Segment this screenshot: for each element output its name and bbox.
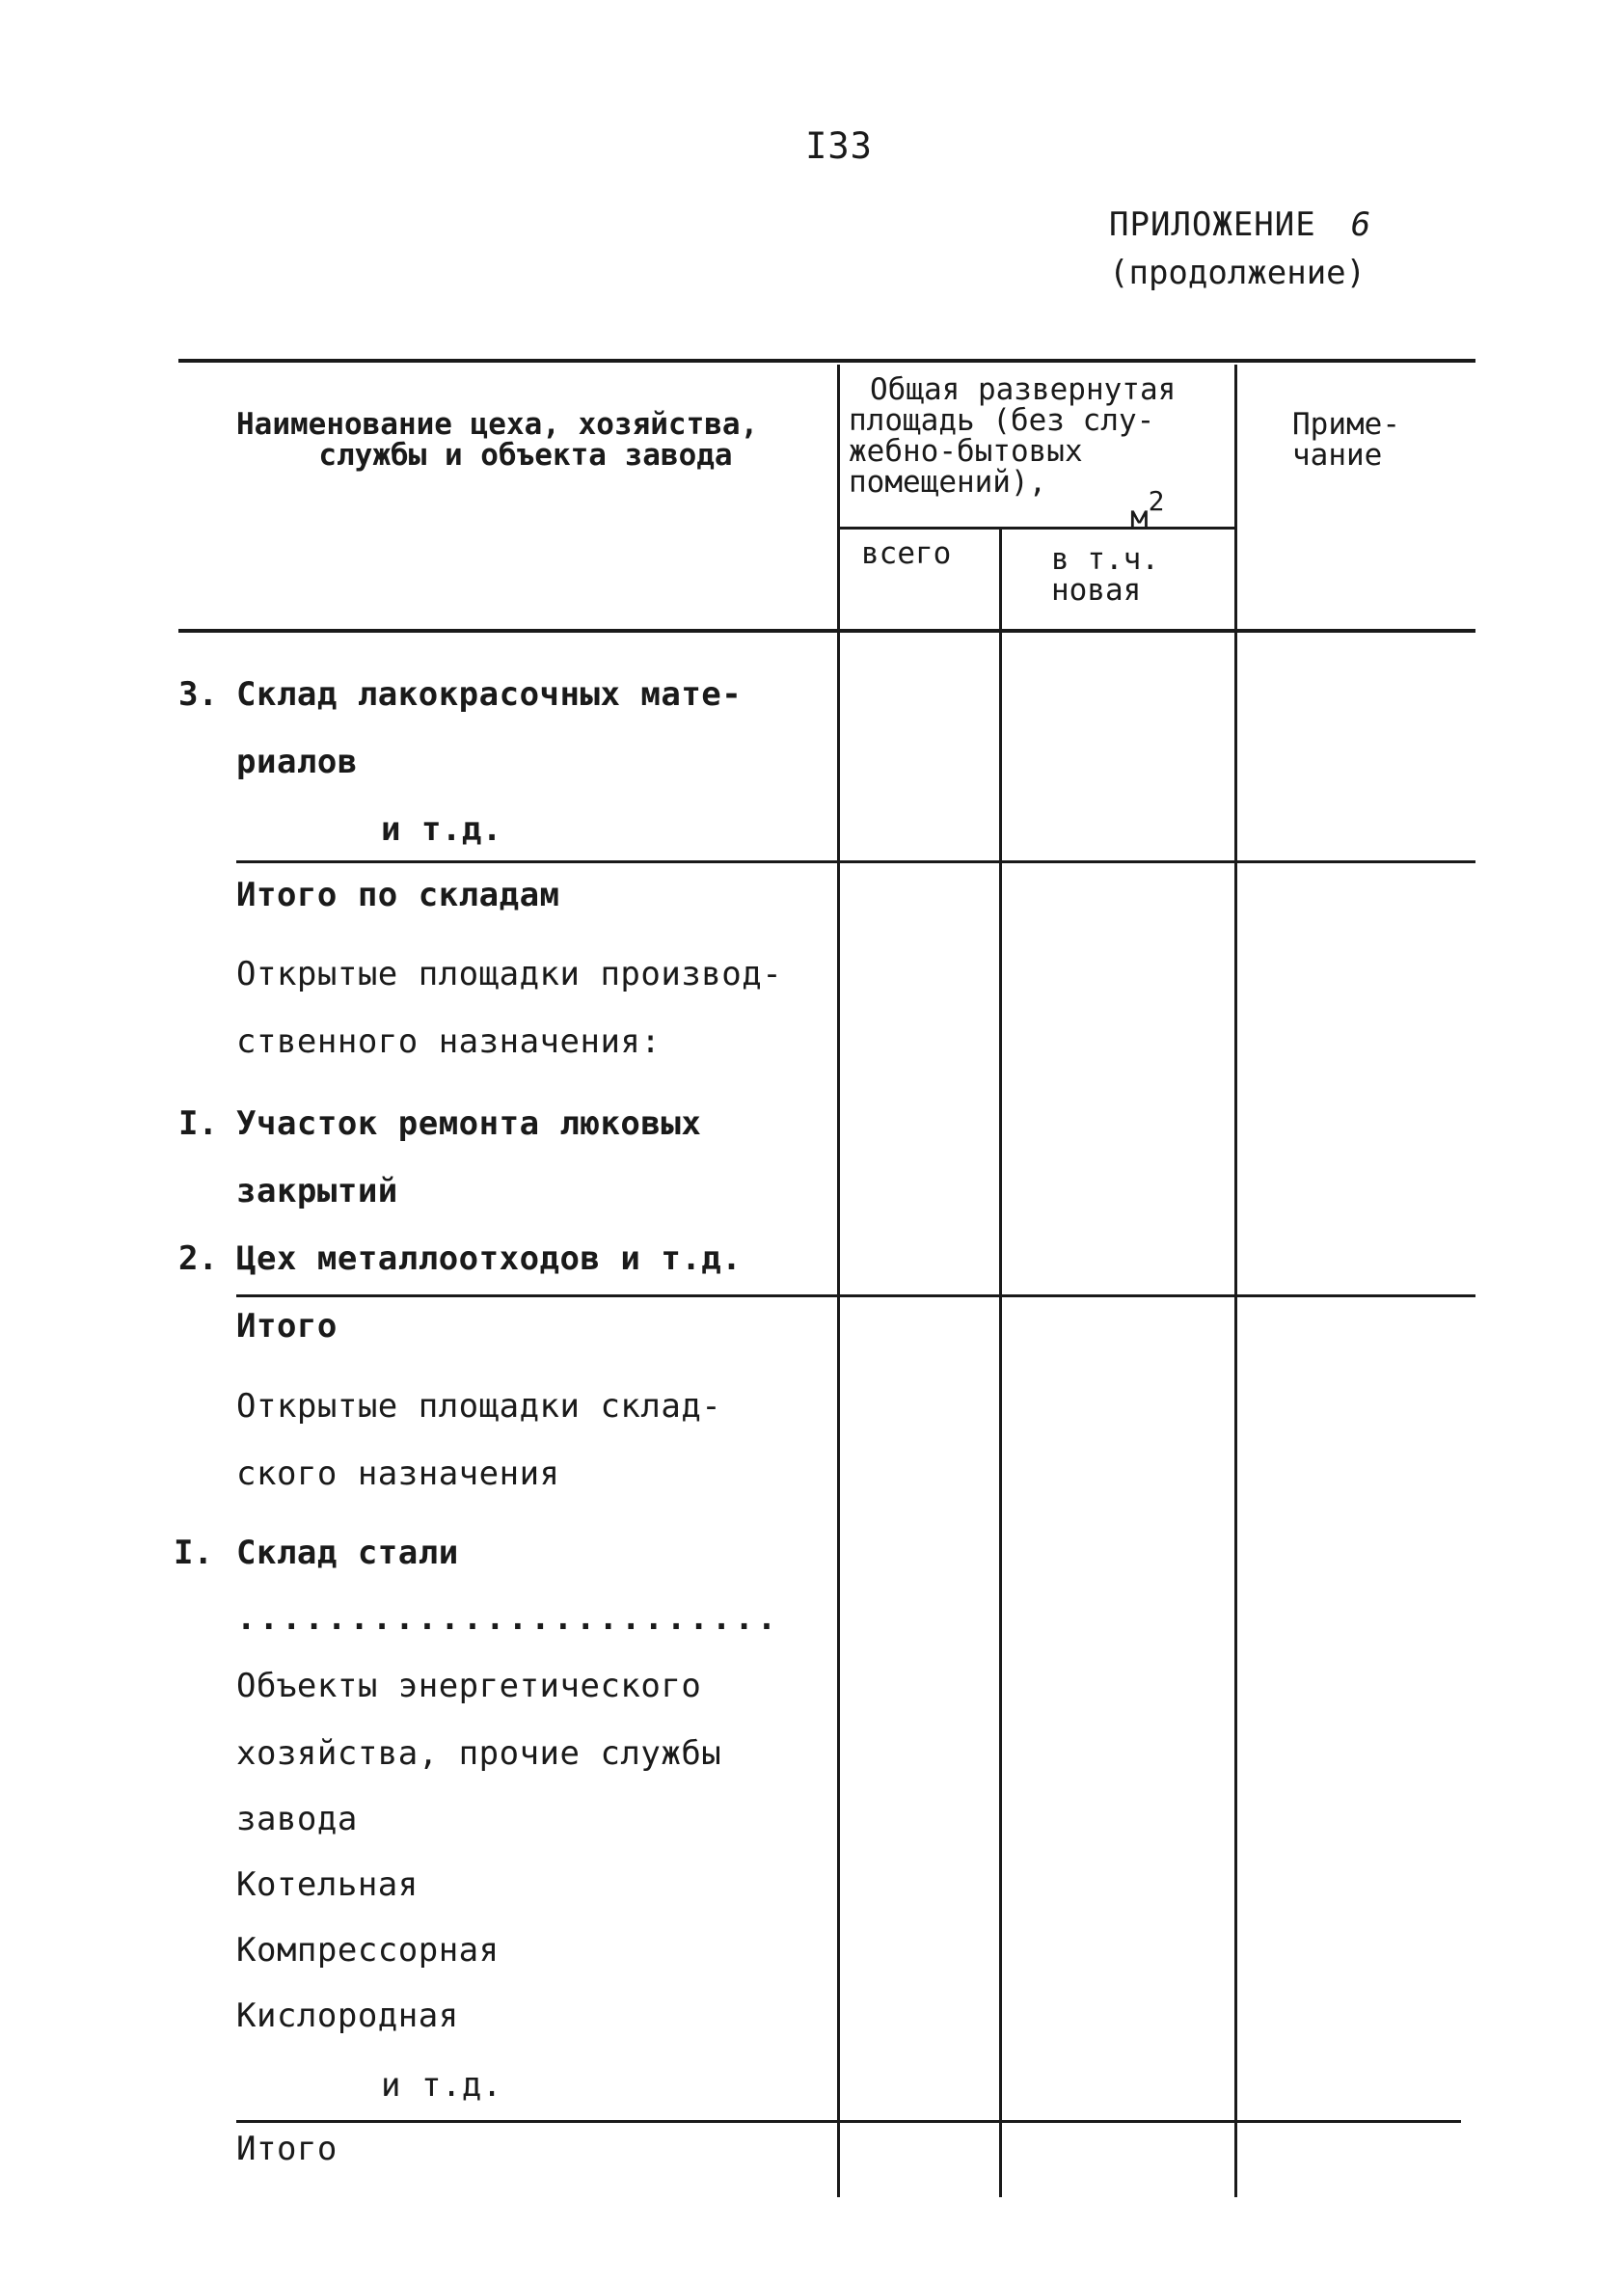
appendix-title-line xyxy=(1109,201,1371,249)
row-text: завода xyxy=(236,1800,358,1838)
header-area-unit-base: м xyxy=(1130,500,1149,535)
row-text: и т.д. xyxy=(381,2066,502,2105)
row-number: I. xyxy=(178,1104,218,1143)
header-area-line2: площадь (без слу- xyxy=(849,403,1155,438)
row-text: риалов xyxy=(236,743,358,781)
header-area-unit xyxy=(1130,485,1165,535)
header-name xyxy=(236,409,758,471)
column-divider-1 xyxy=(837,365,840,2197)
row-text: Открытые площадки производ- xyxy=(236,955,783,993)
header-total: всего xyxy=(861,536,952,571)
header-new-line2: новая xyxy=(1051,573,1142,608)
row-text: Компрессорная xyxy=(236,1931,500,1970)
column-divider-2 xyxy=(999,529,1002,2197)
row-text: Итого по складам xyxy=(236,876,560,914)
header-new-line1: в т.ч. xyxy=(1051,542,1159,577)
table-top-rule xyxy=(178,359,1475,363)
header-name-line2: службы и объекта завода xyxy=(318,438,733,473)
row-rule-2 xyxy=(236,1294,1475,1297)
row-text: и т.д. xyxy=(381,810,502,849)
row-dots: ........................ xyxy=(236,1599,780,1638)
header-area xyxy=(849,374,1176,498)
appendix-label xyxy=(1109,201,1371,297)
row-rule-3 xyxy=(236,2120,1461,2123)
row-text: Склад лакокрасочных мате- xyxy=(236,675,743,714)
row-text: ского назначения xyxy=(236,1455,560,1493)
row-number: I. xyxy=(174,1534,213,1572)
row-text: Итого xyxy=(236,1307,338,1346)
row-text: Кислородная xyxy=(236,1997,459,2035)
appendix-title: ПРИЛОЖЕНИЕ xyxy=(1109,205,1316,244)
row-text: закрытий xyxy=(236,1172,398,1210)
header-new xyxy=(1051,544,1159,606)
header-note-line1: Приме- xyxy=(1292,407,1400,442)
header-name-line1: Наименование цеха, хозяйства, xyxy=(236,407,759,442)
header-note-line2: чание xyxy=(1292,438,1383,473)
appendix-continuation: (продолжение) xyxy=(1109,254,1367,292)
row-text: Итого xyxy=(236,2130,338,2168)
page-number: I33 xyxy=(805,125,873,167)
header-area-line4: помещений), xyxy=(849,465,1047,500)
row-text: Склад стали xyxy=(236,1534,459,1572)
row-text: Цех металлоотходов и т.д. xyxy=(236,1239,743,1278)
row-text: Открытые площадки склад- xyxy=(236,1387,722,1426)
row-text: ственного назначения: xyxy=(236,1022,662,1061)
row-rule-1 xyxy=(236,860,1475,863)
header-bottom-rule xyxy=(178,629,1475,633)
appendix-number: 6 xyxy=(1350,205,1372,244)
header-sub-rule xyxy=(839,527,1236,530)
header-note xyxy=(1292,409,1400,471)
row-text: Объекты энергетического xyxy=(236,1667,702,1705)
header-area-line1: Общая развернутая xyxy=(870,372,1177,407)
row-number: 3. xyxy=(178,675,218,714)
header-area-line3: жебно-бытовых xyxy=(849,434,1083,469)
row-number: 2. xyxy=(178,1239,218,1278)
row-text: хозяйства, прочие службы xyxy=(236,1734,722,1773)
column-divider-3 xyxy=(1234,365,1237,2197)
row-text: Котельная xyxy=(236,1865,419,1904)
row-text: Участок ремонта люковых xyxy=(236,1104,702,1143)
header-area-unit-sup: 2 xyxy=(1148,485,1165,517)
